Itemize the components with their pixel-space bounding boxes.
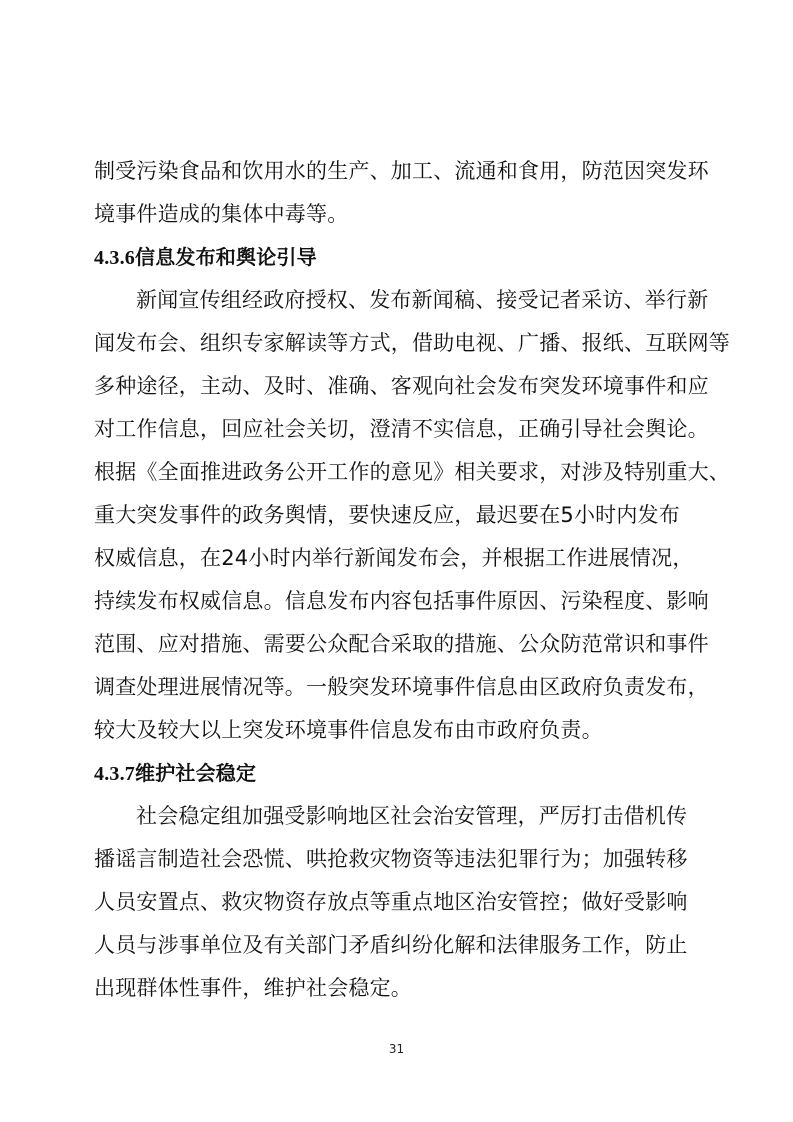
paragraph-line: 对工作信息，回应社会关切，澄清不实信息，正确引导社会舆论。 [94,417,709,441]
paragraph-line: 制受污染食品和饮用水的生产、加工、流通和食用，防范因突发环 [94,159,709,183]
paragraph-line: 重大突发事件的政务舆情，要快速反应，最迟要在5小时内发布 [94,503,680,527]
paragraph-line: 根据《全面推进政务公开工作的意见》相关要求，对涉及特别重大、 [94,460,730,484]
paragraph-line: 范围、应对措施、需要公众配合采取的措施、公众防范常识和事件 [94,632,709,656]
paragraph-line: 权威信息，在24小时内举行新闻发布会，并根据工作进展情况， [94,546,694,570]
section-number: 4.3.7 [94,763,135,785]
section-title: 信息发布和舆论引导 [135,245,317,269]
paragraph-line: 出现群体性事件，维护社会稳定。 [94,976,412,1000]
section-heading-4-3-7 [94,760,256,787]
paragraph-line: 调查处理进展情况等。一般突发环境事件信息由区政府负责发布， [94,675,709,699]
paragraph-line: 多种途径，主动、及时、准确、客观向社会发布突发环境事件和应 [94,374,709,398]
paragraph-line: 新闻宣传组经政府授权、发布新闻稿、接受记者采访、举行新 [136,288,709,312]
section-number: 4.3.6 [94,247,135,269]
section-title: 维护社会稳定 [135,761,257,785]
paragraph-line: 较大及较大以上突发环境事件信息发布由市政府负责。 [94,718,603,742]
paragraph-line: 持续发布权威信息。信息发布内容包括事件原因、污染程度、影响 [94,589,709,613]
section-heading-4-3-6 [94,244,317,271]
paragraph-line: 社会稳定组加强受影响地区社会治安管理，严厉打击借机传 [136,804,688,828]
paragraph-line: 人员与涉事单位及有关部门矛盾纠纷化解和法律服务工作，防止 [94,933,688,957]
paragraph-line: 闻发布会、组织专家解读等方式，借助电视、广播、报纸、互联网等 [94,331,730,355]
page-number: 31 [388,1042,405,1056]
paragraph-line: 境事件造成的集体中毒等。 [94,202,349,226]
paragraph-line: 播谣言制造社会恐慌、哄抢救灾物资等违法犯罪行为；加强转移 [94,847,688,871]
paragraph-line: 人员安置点、救灾物资存放点等重点地区治安管控；做好受影响 [94,890,688,914]
